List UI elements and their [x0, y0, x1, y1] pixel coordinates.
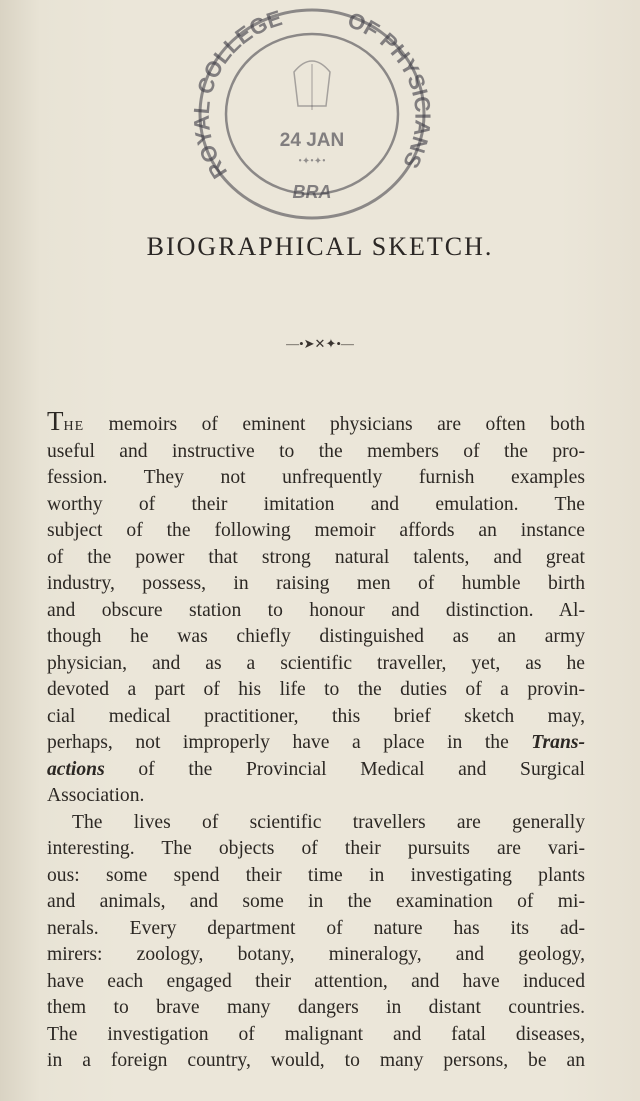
text-line: though he was chiefly distinguished as an army	[47, 626, 585, 647]
text-line: devoted a part of his life to the duties of a provin-	[47, 679, 585, 700]
stamp-right-text: OF PHYSICIANS	[344, 7, 436, 173]
italic-title-part: actions	[47, 758, 105, 780]
text-line	[47, 730, 585, 757]
text-line: in a foreign country, would, to many persons, be an	[47, 1050, 585, 1071]
text-line	[47, 408, 585, 439]
text-line: of the power that strong natural talents, and great	[47, 546, 585, 568]
page-title: BIOGRAPHICAL SKETCH.	[146, 232, 494, 261]
svg-text:•✦•✦•: •✦•✦•	[298, 156, 326, 167]
text-line	[47, 757, 585, 784]
text-line: The investigation of malignant and fatal diseases,	[47, 1023, 585, 1045]
text-line: cial medical practitioner, this brief sketch may,	[47, 705, 585, 727]
italic-title-part: Trans-	[531, 732, 585, 753]
stamp-date: 24 JAN	[279, 130, 345, 151]
text-line: subject of the following memoir affords an instance	[47, 520, 585, 541]
text-line: industry, possess, in raising men of humble birth	[47, 573, 585, 594]
text-line: ous: some spend their time in investigating plants	[47, 864, 585, 886]
text-line: fession. They not unfrequently furnish examples	[47, 467, 585, 488]
text-line: physician, and as a scientific traveller, yet, as he	[47, 652, 585, 674]
ornament-divider: —•➤✕✦•—	[286, 336, 354, 351]
text-line-content: memoirs of eminent physicians are often both	[84, 414, 585, 435]
lead-letter: T	[47, 406, 64, 436]
text-line-content: of the Provincial Medical and Surgical	[104, 758, 585, 780]
lead-word-rest: he	[63, 414, 85, 435]
svg-text:ROYAL COLLEGE	[189, 5, 285, 183]
text-line: The lives of scientific travellers are generally	[72, 811, 585, 833]
text-line: Association.	[47, 785, 145, 806]
stamp-left-text: ROYAL COLLEGE	[188, 5, 286, 184]
text-line-content: perhaps, not improperly have a place in the	[47, 732, 532, 753]
text-line: and obscure station to honour and distinction. Al-	[47, 599, 585, 621]
text-line: have each engaged their attention, and have induced	[47, 970, 585, 992]
text-line: them to brave many dangers in distant countries.	[47, 997, 585, 1018]
stamp-bottom-text: BRA	[292, 182, 332, 202]
text-line: and animals, and some in the examination of mi-	[47, 891, 585, 912]
body-text	[47, 408, 585, 1075]
library-stamp	[168, 2, 456, 230]
text-line: useful and instructive to the members of the pro-	[47, 440, 585, 462]
text-line: interesting. The objects of their pursuits are vari-	[47, 838, 585, 859]
text-line: nerals. Every department of nature has its ad-	[47, 917, 585, 939]
text-line: mirers: zoology, botany, mineralogy, and geology,	[47, 944, 585, 965]
library-stamp-graphic	[168, 2, 456, 230]
text-line: worthy of their imitation and emulation. The	[47, 493, 585, 515]
